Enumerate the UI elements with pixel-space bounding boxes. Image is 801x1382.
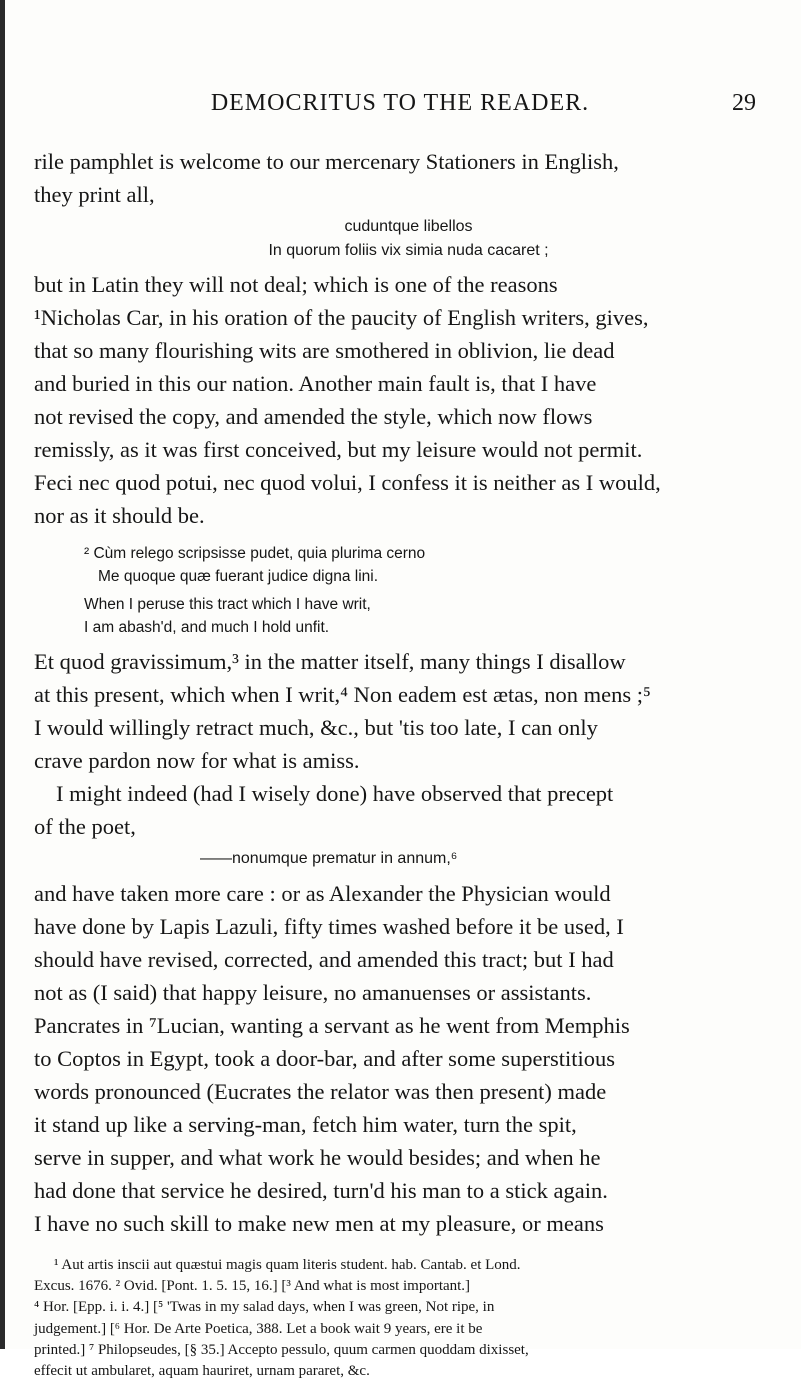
- text-line: at this present, which when I writ,⁴ Non eadem est ætas, non mens ;⁵: [34, 682, 651, 707]
- verse-quote-2: [84, 543, 734, 588]
- verse-line: ² Cùm relego scripsisse pudet, quia plurima cerno: [84, 545, 426, 562]
- paragraph-4: [34, 777, 771, 843]
- verse-line: cuduntque libellos: [344, 218, 473, 235]
- verse-line: I am abash'd, and much I hold unfit.: [84, 618, 330, 636]
- text-line: I would willingly retract much, &c., but 'tis too late, I can only: [34, 715, 598, 740]
- running-header: [0, 90, 801, 130]
- text-line: words pronounced (Eucrates the relator was then present) made: [34, 1079, 607, 1104]
- text-line: that so many flourishing wits are smothered in oblivion, lie dead: [34, 338, 615, 363]
- text-line: not as (I said) that happy leisure, no amanuenses or assistants.: [34, 980, 592, 1005]
- paragraph-3: [34, 645, 771, 777]
- text-line: remissly, as it was first conceived, but my leisure would not permit.: [34, 437, 643, 462]
- text-line: I might indeed (had I wisely done) have observed that precept: [56, 781, 614, 806]
- text-line: ¹Nicholas Car, in his oration of the paucity of English writers, gives,: [34, 305, 649, 330]
- paragraph-2: [34, 268, 771, 532]
- paragraph-5: [34, 877, 771, 1240]
- footnote-line: ⁴ Hor. [Epp. i. i. 4.] [⁵ 'Twas in my salad days, when I was green, Not ripe, in: [34, 1299, 495, 1316]
- text-line: not revised the copy, and amended the style, which now flows: [34, 404, 593, 429]
- running-title: DEMOCRITUS TO THE READER.: [210, 90, 590, 116]
- text-line: serve in supper, and what work he would besides; and when he: [34, 1145, 601, 1170]
- verse-quote-1: [40, 215, 777, 263]
- text-line: it stand up like a serving-man, fetch him water, turn the spit,: [34, 1112, 577, 1137]
- text-line: Pancrates in ⁷Lucian, wanting a servant as he went from Memphis: [34, 1013, 630, 1038]
- text-line: and buried in this our nation. Another main fault is, that I have: [34, 371, 597, 396]
- text-line: to Coptos in Egypt, took a door-bar, and after some superstitious: [34, 1046, 616, 1071]
- verse-translation-2: [84, 594, 734, 639]
- footnote-line: effecit ut ambularet, aquam hauriret, urnam pararet, &c.: [34, 1363, 370, 1380]
- footnote-line: judgement.] [⁶ Hor. De Arte Poetica, 388. Let a book wait 9 years, ere it be: [34, 1320, 483, 1337]
- text-line: had done that service he desired, turn'd his man to a stick again.: [34, 1178, 608, 1203]
- text-line: I have no such skill to make new men at my pleasure, or means: [34, 1211, 604, 1236]
- footnote-line: Excus. 1676. ² Ovid. [Pont. 1. 5. 15, 16.] [³ And what is most important.]: [34, 1278, 471, 1295]
- page-number: 29: [732, 90, 756, 116]
- text-line: and have taken more care : or as Alexander the Physician would: [34, 881, 611, 906]
- verse-line: When I peruse this tract which I have writ,: [84, 596, 371, 613]
- footnote-line: printed.] ⁷ Philopseudes, [§ 35.] Accepto pessulo, quum carmen quoddam dixisset,: [34, 1341, 529, 1358]
- paragraph-1: [34, 145, 771, 211]
- footnote-line: ¹ Aut artis inscii aut quæstui magis quam literis student. hab. Cantab. et Lond.: [54, 1257, 521, 1273]
- text-line: of the poet,: [34, 814, 136, 839]
- verse-line: ——nonumque prematur in annum,⁶: [200, 850, 458, 867]
- verse-line: In quorum foliis vix simia nuda cacaret ;: [268, 242, 549, 259]
- text-line: but in Latin they will not deal; which is one of the reasons: [34, 272, 558, 297]
- text-line: Et quod gravissimum,³ in the matter itself, many things I disallow: [34, 649, 626, 674]
- text-line: rile pamphlet is welcome to our mercenary Stationers in English,: [34, 149, 619, 174]
- page-edge-shadow: [0, 0, 5, 1349]
- verse-quote-3: [200, 847, 600, 871]
- text-line: should have revised, corrected, and amended this tract; but I had: [34, 947, 614, 972]
- footnotes: [34, 1255, 771, 1382]
- text-line: Feci nec quod potui, nec quod volui, I confess it is neither as I would,: [34, 470, 661, 495]
- text-line: crave pardon now for what is amiss.: [34, 748, 360, 773]
- text-line: nor as it should be.: [34, 503, 205, 528]
- text-line: they print all,: [34, 182, 155, 207]
- verse-line: Me quoque quæ fuerant judice digna lini.: [98, 567, 379, 585]
- text-line: have done by Lapis Lazuli, fifty times washed before it be used, I: [34, 914, 624, 939]
